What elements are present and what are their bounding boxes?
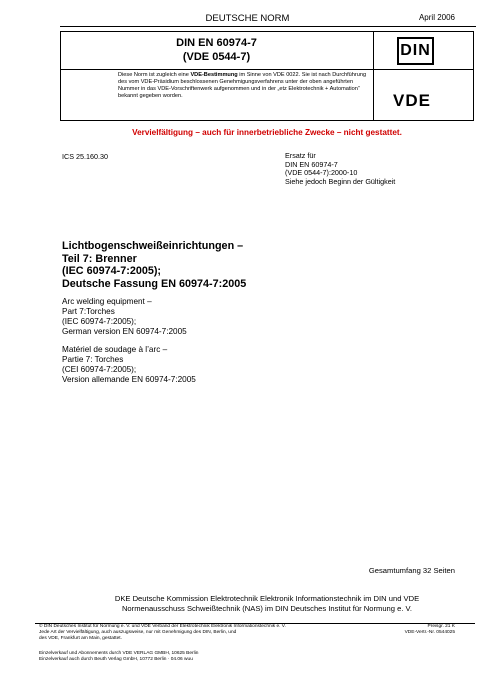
title-french (62, 345, 196, 385)
title-english-line-1: Arc welding equipment – (62, 297, 152, 306)
price-group: Preisgr. 21 K (427, 624, 455, 629)
vde-note-bold: VDE-Bestimmung (190, 72, 238, 78)
committee-info (60, 594, 474, 614)
reproduction-notice: Vervielfältigung – auch für innerbetriebliche Zwecke – nicht gestattet. (132, 128, 402, 137)
vde-number: (VDE 0544-7) (182, 51, 251, 63)
vde-note-part1: Diese Norm ist zugleich eine (118, 72, 191, 78)
replacement-line-2: DIN EN 60974-7 (285, 159, 338, 169)
vde-note (118, 72, 370, 100)
title-french-line-2: Partie 7: Torches (62, 355, 124, 364)
sales-line-2: Einzelverkauf auch durch Beuth Verlag GmbH, 10772 Berlin · 04.06 wuu (39, 657, 193, 663)
ics-code: ICS 25.160.30 (62, 152, 108, 161)
price-info (405, 624, 455, 636)
sales-info (39, 651, 339, 663)
issue-date: April 2006 (418, 13, 455, 22)
vde-order-number: VDE-Vertr.-Nr. 0544025 (404, 630, 455, 636)
replacement-line-4: Siehe jedoch Beginn der Gültigkeit (285, 176, 396, 186)
document-type-label: DEUTSCHE NORM (205, 13, 290, 24)
title-french-line-3: (CEI 60974-7:2005); (62, 365, 137, 374)
title-german-line-4: Deutsche Fassung EN 60974-7:2005 (62, 277, 247, 290)
copyright-line-2: Jede Art der Vervielfältigung, auch auszugsweise, nur mit Genehmigung des DIN, Berlin, und (39, 630, 237, 636)
title-english-line-2: Part 7:Torches (62, 307, 115, 316)
title-french-line-1: Matériel de soudage à l’arc – (62, 345, 168, 354)
title-english-line-4: German version EN 60974-7:2005 (62, 327, 187, 336)
sales-line-1: Einzelverkauf und Abonnements durch VDE VERLAG GMBH, 10625 Berlin (39, 651, 199, 656)
title-german-line-3: (IEC 60974-7:2005); (62, 265, 162, 277)
title-french-line-4: Version allemande EN 60974-7:2005 (62, 375, 196, 384)
copyright-notice (39, 624, 339, 643)
vde-logo: VDE (393, 91, 431, 110)
title-german-line-2: Teil 7: Brenner (62, 252, 137, 265)
standard-number: DIN EN 60974-7 (176, 37, 257, 49)
title-german-line-1: Lichtbogenschweißeinrichtungen – (62, 240, 244, 252)
copyright-line-3: des VDE, Frankfurt am Main, gestattet. (39, 636, 122, 642)
title-box-vertical-divider (373, 31, 374, 121)
replacement-line-1: Ersatz für (285, 151, 316, 160)
vde-note-part2: im Sinne von VDE 0022. Sie ist nach Durchführung des vom VDE-Präsidium beschlossenen Genehmigungsverfahrens unter der oben angeführten Nummer in das VDE-Vorschriftenwerk aufgenommen und in der „etz Elektrotechnik + Automation“ bekannt gegeben worden. (118, 72, 367, 99)
committee-line-2: Normenausschuss Schweißtechnik (NAS) im DIN Deutsches Institut für Normung e. V. (121, 604, 413, 613)
title-english (62, 297, 187, 337)
replacement-info (285, 152, 395, 186)
copyright-line-1: © DIN Deutsches Institut für Normung e. V. und VDE Verband der Elektrotechnik Elektronik Informationstechnik e. V. (39, 624, 286, 629)
title-english-line-3: (IEC 60974-7:2005); (62, 317, 137, 326)
header-divider (60, 26, 476, 27)
din-logo: DIN (397, 37, 434, 65)
committee-line-1: DKE Deutsche Kommission Elektrotechnik Elektronik Informationstechnik im DIN und VDE (114, 594, 420, 603)
title-box-horizontal-divider (60, 69, 474, 70)
total-pages: Gesamtumfang 32 Seiten (368, 566, 455, 575)
title-german (62, 240, 246, 290)
replacement-line-3: (VDE 0544-7):2000-10 (285, 168, 358, 178)
